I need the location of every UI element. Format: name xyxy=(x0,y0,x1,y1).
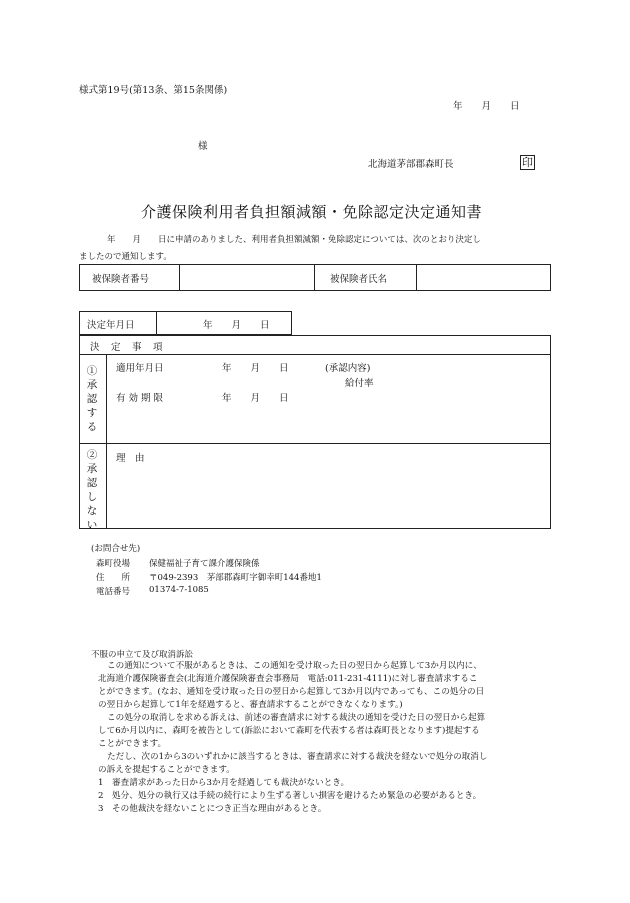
appeal-line: 1 審査請求があった日から3か月を経過しても裁決がないとき。 xyxy=(98,778,350,788)
contact-office-label: 森町役場 xyxy=(96,559,131,569)
insured-number-label: 被保険者番号 xyxy=(92,274,150,285)
reject-label: ②承認しない xyxy=(86,449,98,531)
addressee-suffix: 様 xyxy=(198,141,208,152)
intro-line-2: ましたので通知します。 xyxy=(79,252,172,262)
insured-name-label: 被保険者氏名 xyxy=(330,274,388,285)
appeal-line: 2 処分、処分の執行又は手続の続行により生ずる著しい損害を避けるため緊急の必要があるとき。 xyxy=(98,791,482,801)
appeal-line: この通知について不服があるときは、この通知を受け取った日の翌日から起算して3か月以内に、 xyxy=(107,661,482,671)
insured-name-field[interactable] xyxy=(418,266,549,289)
appeal-line: とができます。(なお、通知を受け取った日の翌日から起算して3か月以内であっても、この処分の日 xyxy=(98,687,485,697)
issuer-name: 北海道茅部郡森町長 xyxy=(368,159,454,170)
contact-address-label: 住 所 xyxy=(96,573,131,583)
contact-address-value: 〒049-2393 茅部郡森町字御幸町144番地1 xyxy=(149,573,322,583)
appeal-line: して6か月以内に、森町を被告として(訴訟において森町を代表する者は森町長となります)提起する xyxy=(98,726,480,736)
contact-office-value: 保健福祉子育て課介護保険係 xyxy=(149,559,260,569)
appeal-line: の翌日から起算して1年を経過すると、審査請求することができなくなります。) xyxy=(98,700,403,710)
approve-label: ①承認する xyxy=(86,365,98,433)
reason-label: 理 由 xyxy=(116,453,145,464)
apply-date-value: 年 月 日 xyxy=(222,363,289,374)
appeal-line: ことができます。 xyxy=(98,739,167,749)
valid-period-label: 有 効 期 限 xyxy=(116,393,164,404)
decision-items-label: 決 定 事 項 xyxy=(90,342,164,353)
decision-date-value: 年 月 日 xyxy=(203,320,270,331)
official-seal: 印 xyxy=(522,156,533,169)
decision-date-label: 決定年月日 xyxy=(87,320,135,331)
appeal-line: 北海道介護保険審査会(北海道介護保険審査会事務局 電話:011-231-4111)に対し審査請求するこ xyxy=(98,674,478,684)
contact-phone-label: 電話番号 xyxy=(96,587,131,597)
appeal-line: の訴えを提起することができます。 xyxy=(98,765,235,775)
appeal-line: この処分の取消しを求める訴えは、前述の審査請求に対する裁決の通知を受けた日の翌日から起算 xyxy=(107,713,486,723)
contact-phone-value: 01374-7-1085 xyxy=(149,585,209,595)
valid-period-value: 年 月 日 xyxy=(222,393,289,404)
intro-line-1: 年 月 日に申請のありました、利用者負担額減額・免除認定については、次のとおり決定し xyxy=(107,235,481,245)
insured-number-field[interactable] xyxy=(181,266,312,289)
appeal-line: ただし、次の1から3のいずれかに該当するときは、審査請求に対する裁決を経ないで処分の取消し xyxy=(107,752,488,762)
appeal-heading: 不服の申立て及び取消訴訟 xyxy=(91,650,194,660)
appeal-line: 3 その他裁決を経ないことにつき正当な理由があるとき。 xyxy=(98,804,327,814)
apply-date-label: 適用年月日 xyxy=(116,363,164,374)
date-line: 年 月 日 xyxy=(453,101,520,112)
form-number: 様式第19号(第13条、第15条関係) xyxy=(79,85,228,96)
benefit-rate-label: 給付率 xyxy=(345,378,374,389)
contact-heading: (お問合せ先) xyxy=(91,544,141,554)
reason-field[interactable] xyxy=(110,466,546,524)
document-title: 介護保険利用者負担額減額・免除認定決定通知書 xyxy=(141,203,483,221)
approval-content-label: (承認内容) xyxy=(325,363,371,374)
